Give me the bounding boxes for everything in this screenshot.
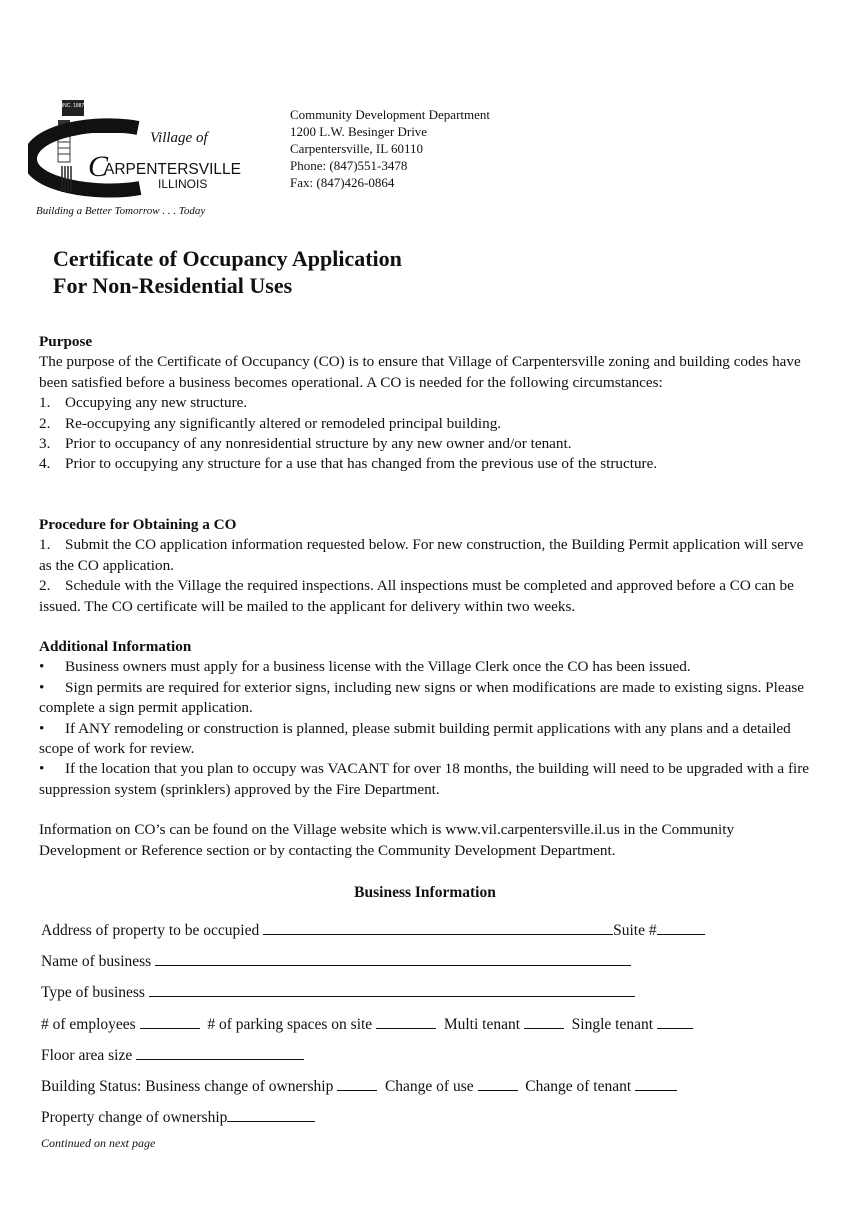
page-title bbox=[53, 245, 402, 299]
list-item bbox=[39, 434, 814, 454]
logo-name: ARPENTERSVILLE bbox=[104, 161, 241, 178]
list-number: 1. bbox=[39, 394, 51, 412]
list-number: 1. bbox=[39, 536, 51, 554]
list-text: Submit the CO application information requested below. For new construction, the Building Permit application will serve as the CO application. bbox=[39, 536, 804, 574]
business-name-field[interactable] bbox=[155, 951, 631, 966]
list-item bbox=[39, 393, 814, 413]
building-status-label: Building Status: Business change of ownership bbox=[41, 1078, 334, 1095]
procedure-heading: Procedure for Obtaining a CO bbox=[39, 516, 237, 533]
property-ownership-field[interactable] bbox=[227, 1107, 315, 1122]
purpose-heading: Purpose bbox=[39, 333, 93, 350]
logo-graphic bbox=[28, 100, 280, 225]
list-number: 2. bbox=[39, 414, 51, 432]
single-tenant-label: Single tenant bbox=[571, 1016, 654, 1033]
suite-label: Suite # bbox=[613, 922, 657, 939]
bullet-icon: • bbox=[39, 678, 45, 696]
form-row-status bbox=[41, 1076, 677, 1096]
multi-tenant-label: Multi tenant bbox=[443, 1016, 521, 1033]
list-text: Sign permits are required for exterior signs, including new signs or when modifications are made to existing signs. Please complete a sign permit application. bbox=[39, 678, 804, 717]
floor-area-field[interactable] bbox=[136, 1045, 304, 1060]
list-number: 3. bbox=[39, 435, 51, 453]
employees-field[interactable] bbox=[140, 1014, 200, 1029]
list-item bbox=[39, 759, 814, 800]
list-item bbox=[39, 678, 814, 719]
list-text: Re-occupying any significantly altered or remodeled principal building. bbox=[65, 414, 502, 432]
change-use-field[interactable] bbox=[478, 1076, 518, 1091]
continued-note: Continued on next page bbox=[41, 1136, 156, 1150]
bullet-icon: • bbox=[39, 719, 45, 737]
suite-field[interactable] bbox=[657, 920, 705, 935]
form-row-floor bbox=[41, 1045, 304, 1065]
logo-tagline: Building a Better Tomorrow . . . Today bbox=[36, 205, 206, 217]
address-label: Address of property to be occupied bbox=[41, 922, 260, 939]
bullet-icon: • bbox=[39, 760, 45, 778]
business-info-heading: Business Information bbox=[354, 884, 496, 901]
additional-heading: Additional Information bbox=[39, 638, 192, 655]
list-text: Prior to occupancy of any nonresidential structure by any new owner and/or tenant. bbox=[65, 435, 572, 453]
form-row-name bbox=[41, 951, 631, 971]
list-item bbox=[39, 535, 814, 576]
form-row-address bbox=[41, 920, 705, 940]
change-use-label: Change of use bbox=[384, 1078, 474, 1095]
change-tenant-label: Change of tenant bbox=[525, 1078, 632, 1095]
department-line: Fax: (847)426-0864 bbox=[290, 175, 395, 190]
bullet-icon: • bbox=[39, 658, 45, 676]
logo-c-letter: C bbox=[88, 150, 109, 183]
list-item bbox=[39, 719, 814, 760]
department-line: Carpentersville, IL 60110 bbox=[290, 141, 423, 156]
floor-area-label: Floor area size bbox=[41, 1047, 133, 1064]
department-line: 1200 L.W. Besinger Drive bbox=[290, 124, 428, 139]
department-line: Phone: (847)551-3478 bbox=[290, 158, 408, 173]
list-text: Occupying any new structure. bbox=[65, 394, 248, 412]
business-type-label: Type of business bbox=[41, 984, 145, 1001]
title-line-2: For Non-Residential Uses bbox=[53, 273, 293, 298]
list-text: If ANY remodeling or construction is planned, please submit building permit applications with any plans and a detailed scope of work for review. bbox=[39, 719, 791, 758]
info-paragraph: Information on CO’s can be found on the Village website which is www.vil.carpentersville.il.us in the Community Development or Reference section or by contacting the Community Development Department. bbox=[39, 821, 735, 859]
change-tenant-field[interactable] bbox=[635, 1076, 677, 1091]
list-item bbox=[39, 576, 814, 617]
village-logo bbox=[28, 100, 280, 225]
list-text: If the location that you plan to occupy was VACANT for over 18 months, the building will need to be upgraded with a fire suppression system (sprinklers) approved by the Fire Department. bbox=[39, 760, 810, 798]
list-text: Business owners must apply for a business license with the Village Clerk once the CO has been issued. bbox=[65, 658, 691, 676]
business-name-label: Name of business bbox=[41, 953, 152, 970]
single-tenant-field[interactable] bbox=[657, 1014, 693, 1029]
department-address bbox=[290, 106, 490, 191]
form-row-property bbox=[41, 1107, 315, 1127]
logo-script-village: Village of bbox=[150, 130, 208, 146]
title-line-1: Certificate of Occupancy Application bbox=[53, 246, 402, 271]
parking-field[interactable] bbox=[376, 1014, 436, 1029]
business-type-field[interactable] bbox=[149, 982, 635, 997]
parking-label: # of parking spaces on site bbox=[207, 1016, 373, 1033]
form-row-employees bbox=[41, 1014, 693, 1034]
business-form bbox=[41, 920, 821, 1130]
purpose-body: The purpose of the Certificate of Occupancy (CO) is to ensure that Village of Carpentersville zoning and building codes have been satisfied before a business becomes operational. A CO is needed for the following circumstances: bbox=[39, 353, 801, 391]
property-ownership-label: Property change of ownership bbox=[41, 1109, 228, 1126]
list-item bbox=[39, 657, 814, 677]
form-row-type bbox=[41, 982, 635, 1002]
address-field[interactable] bbox=[263, 920, 613, 935]
list-item bbox=[39, 454, 814, 474]
procedure-section bbox=[39, 515, 814, 617]
department-line: Community Development Department bbox=[290, 107, 491, 122]
ownership-change-field[interactable] bbox=[337, 1076, 377, 1091]
list-number: 2. bbox=[39, 577, 51, 595]
logo-state: ILLINOIS bbox=[158, 177, 208, 191]
list-number: 4. bbox=[39, 455, 51, 473]
multi-tenant-field[interactable] bbox=[524, 1014, 564, 1029]
inc-badge: INC. 1887 bbox=[61, 103, 85, 109]
list-text: Prior to occupying any structure for a use that has changed from the previous use of the structure. bbox=[65, 455, 658, 473]
list-text: Schedule with the Village the required inspections. All inspections must be completed and approved before a CO can be issued. The CO certificate will be mailed to the applicant for delivery within two weeks. bbox=[39, 577, 794, 615]
additional-info-section bbox=[39, 637, 814, 861]
list-item bbox=[39, 414, 814, 434]
employees-label: # of employees bbox=[41, 1016, 136, 1033]
purpose-section bbox=[39, 332, 814, 475]
